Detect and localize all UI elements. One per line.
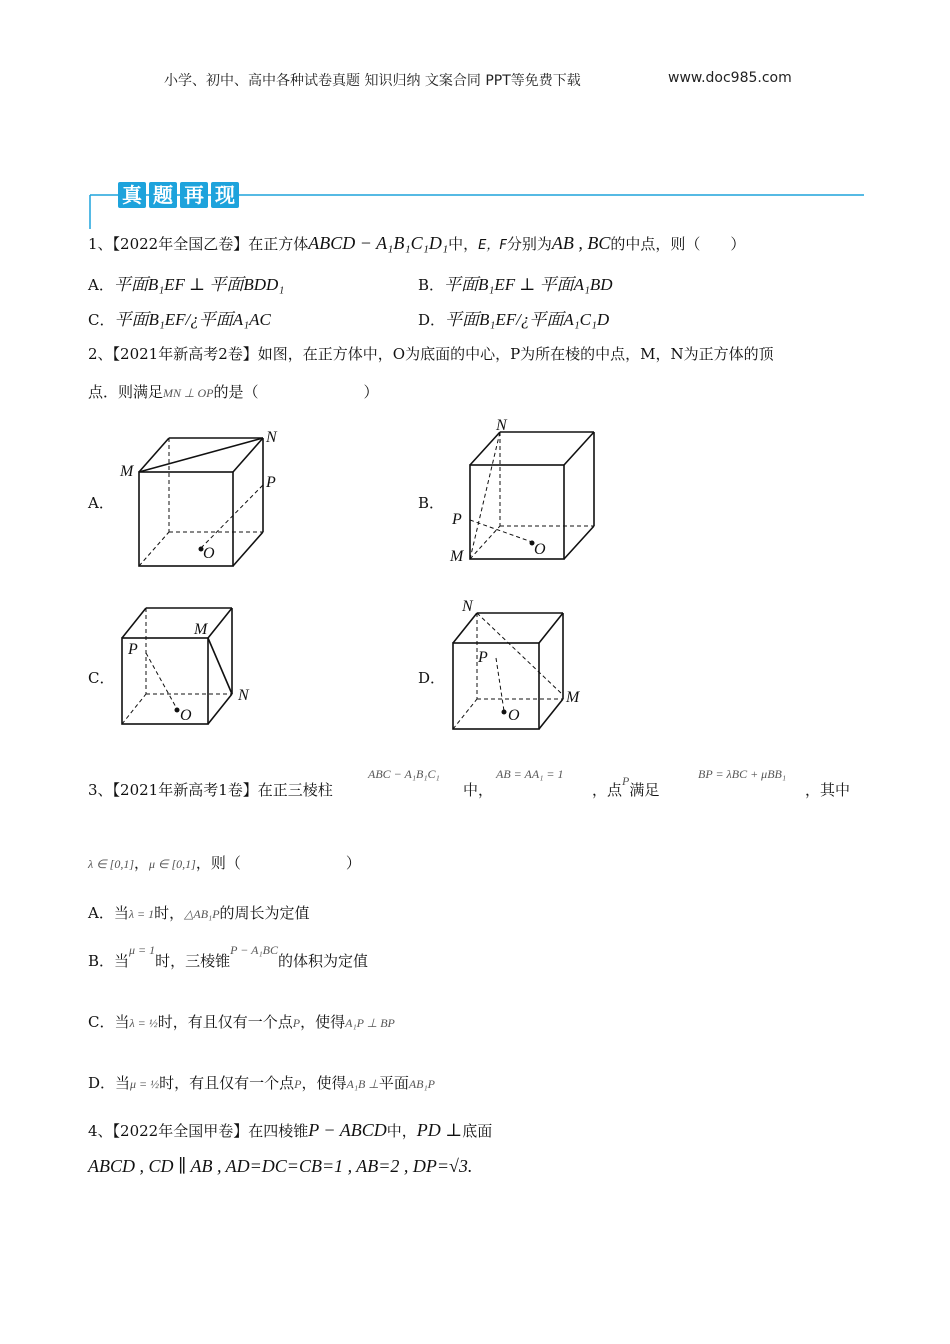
q3-a-expr: λ = 1 bbox=[128, 907, 155, 921]
q3-a-pre: A．当 bbox=[88, 904, 129, 922]
q2-a-label-p: P bbox=[266, 474, 276, 491]
q3-b-mid: 时，三棱锥 bbox=[155, 952, 231, 970]
q2-a-label-n: N bbox=[266, 429, 277, 446]
q1-text-4: 的中点，则（ ） bbox=[610, 235, 746, 253]
q2-option-b[interactable]: B． bbox=[418, 494, 445, 512]
q3-d-expr: μ = ½ bbox=[130, 1077, 160, 1091]
q2-condition: MN ⊥ OP bbox=[163, 386, 214, 400]
q3-d-pre: D．当 bbox=[88, 1074, 131, 1092]
q2-figure-d bbox=[440, 598, 610, 733]
q1-option-c-text: 平面B₁EF/¿平面A₁AC bbox=[114, 310, 271, 329]
q2-figure-c bbox=[110, 598, 280, 733]
q2-text-2: 点．则满足 bbox=[88, 383, 164, 401]
banner-char-1: 真 bbox=[118, 182, 146, 208]
q3-vector: BP = λBC + μBB₁ bbox=[698, 767, 787, 781]
q2-figure-b bbox=[440, 410, 620, 570]
q3-a-mid: 时， bbox=[154, 904, 185, 922]
q2-b-label-o: O bbox=[534, 541, 546, 558]
q1-option-a-label: A． bbox=[88, 276, 114, 294]
q3-c-mid2: ，使得 bbox=[300, 1013, 346, 1031]
q3-prism: ABC − A₁B₁C₁ bbox=[368, 767, 440, 781]
q2-source: 【2021年新高考2卷】 bbox=[112, 345, 258, 363]
q1-ab-bc: AB , BC bbox=[551, 233, 611, 253]
q3-d-expr2: A₁B ⊥ bbox=[346, 1077, 379, 1091]
q3-text-2: 中， bbox=[463, 781, 494, 799]
q1-ef: E，F bbox=[478, 238, 507, 253]
q2-figure-a bbox=[110, 420, 290, 580]
q3-b-pre: B．当 bbox=[88, 952, 130, 970]
q3-num: 3、 bbox=[88, 781, 113, 799]
q1-source: 【2022年全国乙卷】 bbox=[112, 235, 249, 253]
q4-pyramid: P − ABCD bbox=[308, 1120, 387, 1140]
q2-c-label-m: M bbox=[194, 621, 208, 638]
q2-a-label-o: O bbox=[203, 545, 215, 562]
q1-option-d-text: 平面B₁EF/¿平面A₁C₁D bbox=[445, 310, 610, 329]
q2-text-1: 如图，在正方体中，O为底面的中心，P为所在棱的中点，M，N为正方体的顶 bbox=[257, 345, 774, 363]
q3-d-p: P bbox=[294, 1077, 302, 1091]
q3-stem-line2 bbox=[88, 852, 361, 873]
q1-option-b[interactable] bbox=[418, 270, 613, 295]
q3-range-lambda: λ ∈ [0,1] bbox=[88, 857, 134, 871]
q3-a-expr2: △AB₁P bbox=[184, 907, 220, 921]
q2-d-label-p: P bbox=[478, 649, 488, 666]
q1-option-c-label: C． bbox=[88, 311, 115, 329]
q3-d-mid3: 平面 bbox=[378, 1074, 409, 1092]
q3-d-expr3: AB₁P bbox=[408, 1077, 436, 1091]
q3-option-b[interactable] bbox=[88, 943, 369, 971]
q3-range-sep: ， bbox=[134, 854, 150, 872]
q1-cube: ABCD − A₁B₁C₁D₁ bbox=[308, 233, 449, 253]
q1-option-a-text: 平面B₁EF ⊥ 平面BDD₁ bbox=[113, 275, 285, 294]
q3-text-3 bbox=[592, 774, 660, 800]
q3-option-c[interactable] bbox=[88, 1011, 395, 1032]
q1-option-a[interactable] bbox=[88, 270, 284, 295]
q1-text-3: 分别为 bbox=[506, 235, 552, 253]
q2-d-label-o: O bbox=[508, 707, 520, 724]
q3-text-3a: ，点 bbox=[592, 781, 623, 799]
q3-stem-line1 bbox=[88, 779, 333, 800]
q2-d-label-m: M bbox=[566, 689, 580, 706]
q2-c-label-n: N bbox=[238, 687, 249, 704]
banner-char-2: 题 bbox=[149, 182, 177, 208]
q1-option-d-label: D． bbox=[418, 311, 446, 329]
q2-num: 2、 bbox=[88, 345, 113, 363]
q2-c-label-o: O bbox=[180, 707, 192, 724]
q1-text-2: 中， bbox=[448, 235, 479, 253]
q3-b-post: 的体积为定值 bbox=[278, 952, 369, 970]
q4-num: 4、 bbox=[88, 1122, 113, 1140]
q3-text-4: 满足 bbox=[629, 781, 660, 799]
q2-option-c[interactable]: C． bbox=[88, 669, 115, 687]
q4-stem-line1 bbox=[88, 1120, 492, 1141]
q3-option-a[interactable] bbox=[88, 902, 310, 923]
q3-c-expr2: A₁P ⊥ BP bbox=[345, 1016, 395, 1030]
q3-b-expr2: P − A₁BC bbox=[230, 943, 279, 957]
header-text: 小学、初中、高中各种试卷真题 知识归纳 文案合同 PPT等免费下载 bbox=[164, 73, 581, 89]
q1-option-b-text: 平面B₁EF ⊥ 平面A₁BD bbox=[444, 275, 613, 294]
q2-c-label-p: P bbox=[128, 641, 138, 658]
q2-b-label-n: N bbox=[496, 417, 507, 434]
q2-option-a[interactable]: A． bbox=[88, 494, 114, 512]
q2-a-label-m: M bbox=[120, 463, 134, 480]
q1-option-b-label: B． bbox=[418, 276, 445, 294]
q2-b-label-m: M bbox=[450, 548, 464, 565]
q4-source: 【2022年全国甲卷】 bbox=[112, 1122, 249, 1140]
q3-source: 【2021年新高考1卷】 bbox=[112, 781, 258, 799]
q1-text-1: 在正方体 bbox=[248, 235, 309, 253]
q3-text-6: ，则（ ） bbox=[195, 854, 361, 872]
q2-stem-line2 bbox=[88, 381, 378, 402]
q2-b-label-p: P bbox=[452, 511, 462, 528]
q4-text-2: 中， bbox=[386, 1122, 417, 1140]
q3-a-post: 的周长为定值 bbox=[219, 904, 310, 922]
q4-text-1: 在四棱锥 bbox=[248, 1122, 309, 1140]
q2-stem-line1 bbox=[88, 343, 774, 364]
q3-text-1: 在正三棱柱 bbox=[257, 781, 333, 799]
q3-condition: AB = AA₁ = 1 bbox=[496, 767, 564, 781]
q3-d-mid: 时，有且仅有一个点 bbox=[159, 1074, 295, 1092]
q2-d-label-n: N bbox=[462, 598, 473, 615]
q3-c-pre: C．当 bbox=[88, 1013, 130, 1031]
q3-c-p: P bbox=[292, 1016, 301, 1030]
q3-point-p: P bbox=[622, 774, 630, 788]
q3-b-expr: μ = 1 bbox=[129, 943, 156, 957]
q4-text-3: 底面 bbox=[462, 1122, 493, 1140]
q1-num: 1、 bbox=[88, 235, 113, 253]
q3-c-mid: 时，有且仅有一个点 bbox=[157, 1013, 293, 1031]
banner-char-3: 再 bbox=[180, 182, 208, 208]
q3-d-mid2: ，使得 bbox=[301, 1074, 347, 1092]
q2-text-3: 的是（ ） bbox=[213, 383, 379, 401]
q4-perp: PD ⊥ bbox=[416, 1120, 463, 1140]
q1-option-d[interactable] bbox=[418, 305, 609, 330]
q3-text-5: ，其中 bbox=[805, 781, 851, 799]
q3-c-expr: λ = ½ bbox=[129, 1016, 158, 1030]
q3-range-mu: μ ∈ [0,1] bbox=[149, 857, 196, 871]
q2-option-d[interactable]: D． bbox=[418, 669, 446, 687]
header-url[interactable]: www.doc985.com bbox=[668, 70, 792, 86]
q3-option-d[interactable] bbox=[88, 1072, 435, 1093]
q4-stem-line2: ABCD , CD ∥ AB , AD=DC=CB=1 , AB=2 , DP=√3. bbox=[88, 1156, 473, 1176]
banner-char-4: 现 bbox=[211, 182, 239, 208]
q1-option-c[interactable] bbox=[88, 305, 271, 330]
q1-stem bbox=[88, 233, 745, 254]
